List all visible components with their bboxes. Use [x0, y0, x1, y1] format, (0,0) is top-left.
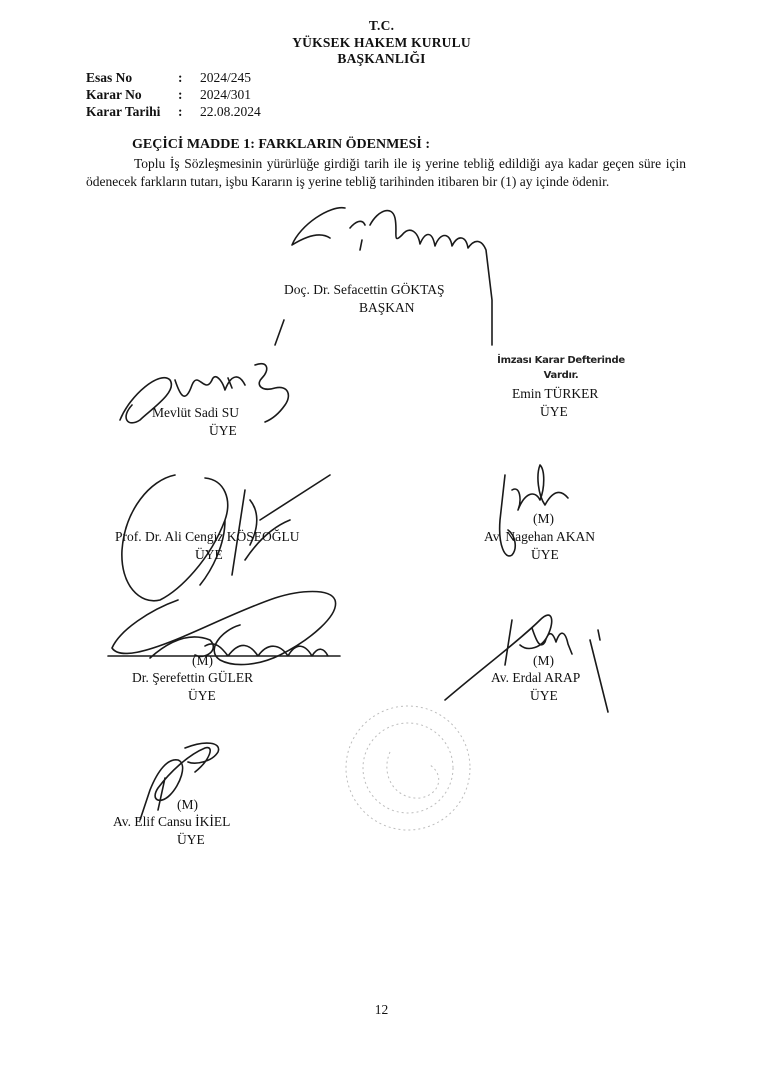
article-heading: GEÇİCİ MADDE 1: FARKLARIN ÖDENMESİ : — [132, 137, 431, 152]
chair-role: BAŞKAN — [359, 300, 415, 315]
guler-role: ÜYE — [188, 688, 216, 703]
ikiel-role: ÜYE — [177, 832, 205, 847]
meta-label: Karar No — [86, 87, 142, 102]
arap-mark: (M) — [533, 653, 554, 668]
ikiel-mark: (M) — [177, 797, 198, 812]
article-text: Toplu İş Sözleşmesinin yürürlüğe girdiği tarih ile iş yerine tebliğ edildiği aya kadar geçen süre için ödenecek farkların tutarı, işbu Kararın iş yerine tebliğ tarihinden itibaren bir (1) ay içinde ödenir. — [86, 156, 686, 189]
akan-name: Av. Nagehan AKAN — [484, 529, 595, 544]
turker-role: ÜYE — [540, 404, 568, 419]
meta-value: 2024/245 — [200, 70, 252, 85]
meta-karar-no: Karar No : 2024/301 — [86, 87, 252, 102]
turker-name: Emin TÜRKER — [512, 386, 599, 401]
akan-mark: (M) — [533, 511, 554, 526]
guler-name: Dr. Şerefettin GÜLER — [132, 670, 254, 685]
meta-label: Esas No — [86, 70, 133, 85]
meta-value: 2024/301 — [200, 87, 252, 102]
signature-register-note-2: Vardır. — [543, 370, 579, 381]
sadi-role: ÜYE — [209, 423, 237, 438]
header-presidency: BAŞKANLIĞI — [337, 51, 426, 66]
chair-name: Doç. Dr. Sefacettin GÖKTAŞ — [284, 282, 445, 297]
akan-role: ÜYE — [531, 547, 559, 562]
header-institution: YÜKSEK HAKEM KURULU — [292, 35, 471, 50]
guler-mark: (M) — [192, 653, 213, 668]
meta-esas-no: Esas No : 2024/245 — [86, 70, 252, 85]
header-tc: T.C. — [368, 18, 395, 33]
koseoglu-name: Prof. Dr. Ali Cengiz KÖSEOĞLU — [115, 529, 300, 544]
page-number: 12 — [374, 1002, 389, 1017]
ikiel-name: Av. Elif Cansu İKİEL — [113, 814, 231, 829]
arap-role: ÜYE — [530, 688, 558, 703]
meta-label: Karar Tarihi — [86, 104, 161, 119]
meta-value: 22.08.2024 — [200, 104, 261, 119]
meta-karar-tarihi: Karar Tarihi : 22.08.2024 — [86, 104, 261, 119]
koseoglu-role: ÜYE — [195, 547, 223, 562]
signature-register-note: İmzası Karar Defterinde — [497, 355, 625, 366]
sadi-name: Mevlüt Sadi SU — [152, 405, 240, 420]
arap-name: Av. Erdal ARAP — [491, 670, 581, 685]
